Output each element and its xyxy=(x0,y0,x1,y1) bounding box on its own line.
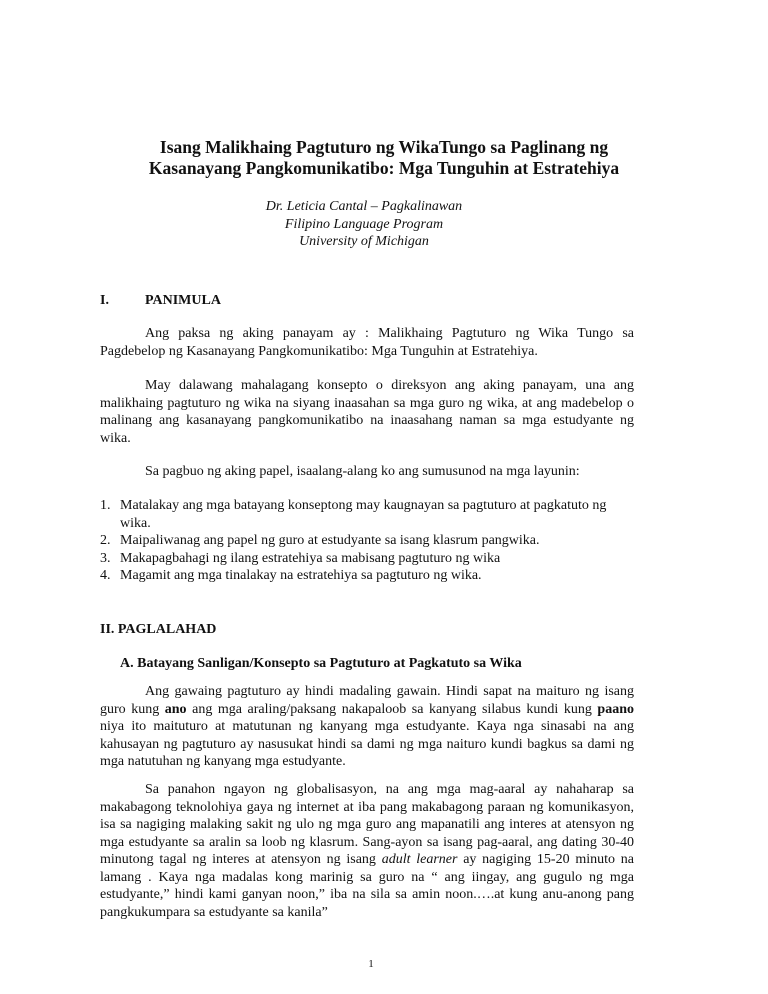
section-1-title: PANIMULA xyxy=(145,293,221,308)
list-item-text: Magamit ang mga tinalakay na estratehiya sa pagtuturo ng wika. xyxy=(120,568,482,583)
para-text: niya ito maituturo at matutunan ng kanyang mga estudyante. Kaya nga sinasabi na ang kahusayan ng pagtuturo ay nasusukat hindi sa dami ng mga naituro kundi bagkus sa dami ng mga natutuhan ng kanyang mga estudyante. xyxy=(100,719,634,769)
author-block xyxy=(0,198,728,251)
subsection-a-heading: A. Batayang Sanligan/Konsepto sa Pagtuturo at Pagkatuto sa Wika xyxy=(120,656,522,671)
list-item-number: 3. xyxy=(100,550,111,566)
list-item-number: 2. xyxy=(100,533,111,548)
paragraph-concepts: May dalawang mahalagang konsepto o direksyon ang aking panayam, una ang malikhaing pagtuturo ng wika na siyang inaasahan sa mga guro ng wika, at ang madebelop o malinang ang kasanayang pangkomunikatibo na inaasahang naman sa mga estudyante ng wika. xyxy=(100,378,634,446)
emphasis-adult-learner: adult learner xyxy=(381,852,458,867)
paragraph-topic: Ang paksa ng aking panayam ay : Malikhaing Pagtuturo ng Wika Tungo sa Pagdebelop ng Kasanayang Pangkomunikatibo: Mga Tunguhin at Estratehiya. xyxy=(100,326,634,359)
author-university: University of Michigan xyxy=(299,234,429,249)
list-item-text: Maipaliwanag ang papel ng guro at estudyante sa isang klasrum pangwika. xyxy=(120,533,540,548)
author-name: Dr. Leticia Cantal – Pagkalinawan xyxy=(265,199,463,214)
para-text: Ang gawaing pagtuturo ay hindi madaling gawain. Hindi sapat na maituro ng isang guro kung xyxy=(100,684,634,717)
author-program: Filipino Language Program xyxy=(284,216,444,232)
title-line-1: Isang Malikhaing Pagtuturo ng WikaTungo sa Paglinang ng xyxy=(159,137,609,157)
paragraph-objectives-intro: Sa pagbuo ng aking papel, isaalang-alang ko ang sumusunod na mga layunin: xyxy=(145,464,580,479)
objectives-list xyxy=(100,497,634,585)
section-2-heading: II. PAGLALAHAD xyxy=(100,622,217,637)
list-item xyxy=(100,550,634,568)
list-item xyxy=(100,532,634,550)
paragraph-globalization xyxy=(100,781,634,921)
para-text: ay nagiging 15-20 minuto na lamang . Kaya nga madalas kong marinig sa guro na “ ang iingay, ang gugulo ng mga estudyante,” hindi kami ganyan noon,” iba na sila sa amin noon.….at kung anu-anong pang pangkukumpara sa estudyante sa kanila” xyxy=(100,852,634,920)
emphasis-ano: ano xyxy=(164,701,187,717)
list-item-number: 1. xyxy=(100,498,111,513)
list-item-text: Makapagbahagi ng ilang estratehiya sa mabisang pagtuturo ng wika xyxy=(120,550,501,566)
list-item xyxy=(100,497,634,532)
emphasis-paano: paano xyxy=(597,701,634,717)
section-1-heading xyxy=(100,293,221,309)
para-text: Sa panahon ngayon ng globalisasyon, na ang mga mag-aaral ay nahaharap sa makabagong teknolohiya gaya ng internet at iba pang makabagong paraan ng komunikasyon, isa sa nagiging malaking sakit ng ulo ng mga guro ang mapanatili ang interes at atensyon ng mga estudyante sa aralin sa loob ng klasrum. Sang-ayon sa isang pag-aaral, ang dating 30-40 minutong tagal ng interes at atensyon ng isang xyxy=(100,782,634,867)
section-1-number: I. xyxy=(100,293,109,308)
paragraph-teaching xyxy=(100,683,634,771)
list-item-text: Matalakay ang mga batayang konseptong may kaugnayan sa pagtuturo at pagkatuto ng wika. xyxy=(120,498,607,531)
list-item-number: 4. xyxy=(100,568,111,583)
list-item xyxy=(100,567,634,585)
para-text: ang mga araling/paksang nakapaloob sa kanyang silabus kundi kung xyxy=(186,701,598,717)
document-title xyxy=(0,137,768,179)
title-line-2: Kasanayang Pangkomunikatibo: Mga Tunguhin at Estratehiya xyxy=(148,158,620,178)
page-number: 1 xyxy=(368,958,374,970)
